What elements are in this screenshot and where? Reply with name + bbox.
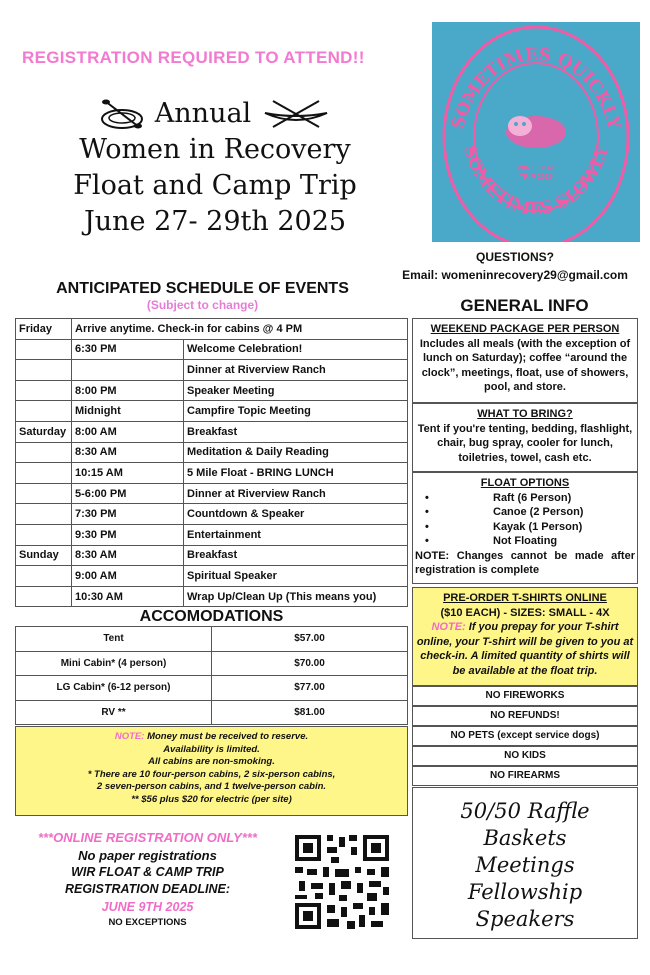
schedule-table [15, 318, 408, 607]
schedule-time: 8:30 AM [72, 442, 184, 463]
float-option-label: Not Floating [493, 535, 558, 547]
schedule-event: Breakfast [184, 545, 408, 566]
accommodations-table [15, 626, 408, 725]
schedule-row [16, 442, 408, 463]
tshirt-preorder-box [412, 587, 638, 686]
schedule-time: 8:00 PM [72, 380, 184, 401]
schedule-event: Dinner at Riverview Ranch [184, 483, 408, 504]
bullet-icon: • [425, 491, 429, 504]
accommodation-row [16, 627, 408, 652]
what-to-bring-text: Tent if you're tenting, bedding, flashlight, chair, bug spray, cooler for lunch, toiletries, towel, cash etc. [417, 422, 633, 464]
registration-required-banner: REGISTRATION REQUIRED TO ATTEND!! [22, 48, 365, 67]
schedule-time: 8:00 AM [72, 421, 184, 442]
schedule-time: 7:30 PM [72, 504, 184, 525]
raffle-item: Fellowship [467, 880, 583, 904]
note-line-4: * There are 10 four-person cabins, 2 six-person cabins, [87, 768, 336, 780]
schedule-day: Friday [16, 319, 72, 340]
schedule-event: Breakfast [184, 421, 408, 442]
schedule-day [16, 504, 72, 525]
schedule-day [16, 442, 72, 463]
accommodation-type: LG Cabin* (6-12 person) [16, 676, 212, 701]
schedule-row [16, 586, 408, 607]
no-paper-text: No paper registrations [78, 848, 217, 863]
trip-name-text: WIR FLOAT & CAMP TRIP [71, 865, 224, 879]
accommodation-row [16, 700, 408, 725]
raft-icon [99, 97, 145, 131]
float-note: NOTE: Changes cannot be made after registration is complete [415, 549, 635, 576]
float-options-box [412, 472, 638, 584]
sloth-icon [506, 116, 566, 148]
schedule-event: Welcome Celebration! [184, 339, 408, 360]
weekend-package-text: Includes all meals (with the exception of lunch on Saturday); coffee “around the clock”, meetings, float, use of showers, pool, and store. [419, 337, 631, 393]
raffle-item: Meetings [475, 853, 575, 877]
float-option [413, 520, 637, 535]
schedule-time: 8:30 AM [72, 545, 184, 566]
tshirt-text-bottom: SOMETIMES SLOWLY [458, 143, 614, 220]
schedule-day [16, 524, 72, 545]
raffle-item: Baskets [483, 826, 567, 850]
schedule-time: 10:15 AM [72, 463, 184, 484]
schedule-day [16, 463, 72, 484]
schedule-event: Meditation & Daily Reading [184, 442, 408, 463]
bullet-icon: • [425, 506, 429, 518]
accommodation-type: RV ** [16, 700, 212, 725]
canoe-icon [261, 97, 331, 131]
raffle-box [412, 787, 638, 939]
what-to-bring-box [412, 403, 638, 472]
schedule-day [16, 566, 72, 587]
schedule-row [16, 380, 408, 401]
schedule-row [16, 401, 408, 422]
schedule-time [72, 360, 184, 381]
schedule-row [16, 463, 408, 484]
rule-item: NO KIDS [412, 746, 638, 766]
title-line-3: Float and Camp Trip [73, 170, 357, 201]
schedule-row [16, 545, 408, 566]
schedule-day [16, 401, 72, 422]
schedule-event: Spiritual Speaker [184, 566, 408, 587]
note-line-5: 2 seven-person cabins, and 1 twelve-person cabin. [96, 781, 327, 792]
schedule-event: Campfire Topic Meeting [184, 401, 408, 422]
accommodation-price: $81.00 [212, 700, 408, 725]
schedule-row [16, 524, 408, 545]
raffle-item: 50/50 Raffle [460, 799, 590, 823]
accommodations-title: ACCOMODATIONS [139, 608, 284, 625]
accommodations-note [15, 726, 408, 816]
schedule-day [16, 483, 72, 504]
accommodation-row [16, 676, 408, 701]
float-options-list [413, 491, 637, 549]
registration-block [15, 828, 280, 929]
online-only-text: ***ONLINE REGISTRATION ONLY*** [37, 830, 258, 845]
schedule-time: 10:30 AM [72, 586, 184, 607]
schedule-day [16, 339, 72, 360]
schedule-row [16, 421, 408, 442]
tshirt-note-label: NOTE: [431, 621, 466, 633]
questions-block [390, 248, 640, 284]
float-option [413, 505, 637, 520]
tshirt-preorder-heading: PRE-ORDER T-SHIRTS ONLINE [443, 592, 607, 604]
schedule-row [16, 483, 408, 504]
schedule-event: 5 Mile Float - BRING LUNCH [184, 463, 408, 484]
weekend-package-heading: WEEKEND PACKAGE PER PERSON [430, 323, 620, 335]
no-exceptions-text: NO EXCEPTIONS [108, 917, 187, 928]
schedule-time: 5-6:00 PM [72, 483, 184, 504]
tshirt-center-line1: WIR FLOAT [516, 165, 556, 172]
schedule-row [16, 319, 408, 340]
accommodation-type: Mini Cabin* (4 person) [16, 651, 212, 676]
schedule-day [16, 380, 72, 401]
rule-item: NO FIREARMS [412, 766, 638, 786]
float-option-label: Kayak (1 Person) [493, 520, 583, 533]
float-option-label: Canoe (2 Person) [493, 506, 584, 518]
schedule-row [16, 360, 408, 381]
what-to-bring-heading: WHAT TO BRING? [477, 408, 573, 420]
schedule-time: 6:30 PM [72, 339, 184, 360]
tshirt-price: ($10 EACH) - SIZES: SMALL - 4X [440, 606, 610, 619]
schedule-subtitle: (Subject to change) [146, 298, 259, 312]
schedule-event: Wrap Up/Clean Up (This means you) [184, 586, 408, 607]
accommodation-price: $70.00 [212, 651, 408, 676]
schedule-row [16, 339, 408, 360]
schedule-day: Saturday [16, 421, 72, 442]
schedule-event: Countdown & Speaker [184, 504, 408, 525]
title-line-4: June 27- 29th 2025 [83, 206, 347, 237]
accommodation-type: Tent [16, 627, 212, 652]
schedule-time: 9:00 AM [72, 566, 184, 587]
schedule-time: Midnight [72, 401, 184, 422]
tshirt-center-line2: TRIP 2025 [519, 174, 553, 181]
bullet-icon: • [425, 520, 429, 533]
questions-label: QUESTIONS? [475, 250, 554, 264]
rule-item: NO FIREWORKS [412, 686, 638, 706]
rule-item: NO REFUNDS! [412, 706, 638, 726]
schedule-event: Dinner at Riverview Ranch [184, 360, 408, 381]
raffle-item: Speakers [475, 907, 575, 931]
title-line-2: Women in Recovery [79, 134, 351, 165]
contact-email[interactable]: Email: womeninrecovery29@gmail.com [402, 268, 628, 282]
event-title [30, 96, 400, 240]
deadline-date: JUNE 9TH 2025 [101, 900, 194, 914]
tshirt-image [432, 22, 640, 242]
schedule-row [16, 566, 408, 587]
note-line-1: Money must be received to reserve. [144, 731, 309, 742]
schedule-day [16, 360, 72, 381]
schedule-row [16, 504, 408, 525]
schedule-time: Arrive anytime. Check-in for cabins @ 4 PM [72, 319, 408, 340]
weekend-package-box [412, 318, 638, 403]
schedule-event: Entertainment [184, 524, 408, 545]
float-option [413, 491, 637, 506]
deadline-label: REGISTRATION DEADLINE: [64, 882, 231, 896]
qr-code-icon[interactable] [293, 833, 391, 931]
schedule-day: Sunday [16, 545, 72, 566]
accommodation-price: $77.00 [212, 676, 408, 701]
schedule-title: ANTICIPATED SCHEDULE OF EVENTS [56, 280, 349, 297]
general-info-title: GENERAL INFO [460, 296, 589, 315]
schedule-day [16, 586, 72, 607]
rule-item: NO PETS (except service dogs) [412, 726, 638, 746]
float-option [413, 534, 637, 549]
float-option-label: Raft (6 Person) [493, 491, 572, 504]
note-label: NOTE: [114, 731, 145, 742]
note-line-3: All cabins are non-smoking. [148, 756, 275, 767]
tshirt-text-top: SOMETIMES QUICKLY [448, 44, 624, 132]
float-options-heading: FLOAT OPTIONS [480, 477, 570, 489]
tshirt-note-text: If you prepay for your T-shirt online, your T-shirt will be given to you at check-in. A limited quantity of shirts will be available at the float trip. [416, 621, 634, 677]
note-line-2: Availability is limited. [163, 743, 260, 755]
schedule-event: Speaker Meeting [184, 380, 408, 401]
accommodation-price: $57.00 [212, 627, 408, 652]
bullet-icon: • [425, 535, 429, 547]
schedule-time: 9:30 PM [72, 524, 184, 545]
accommodation-row [16, 651, 408, 676]
note-line-6: ** $56 plus $20 for electric (per site) [131, 793, 292, 805]
title-line-1: Annual [154, 98, 252, 129]
